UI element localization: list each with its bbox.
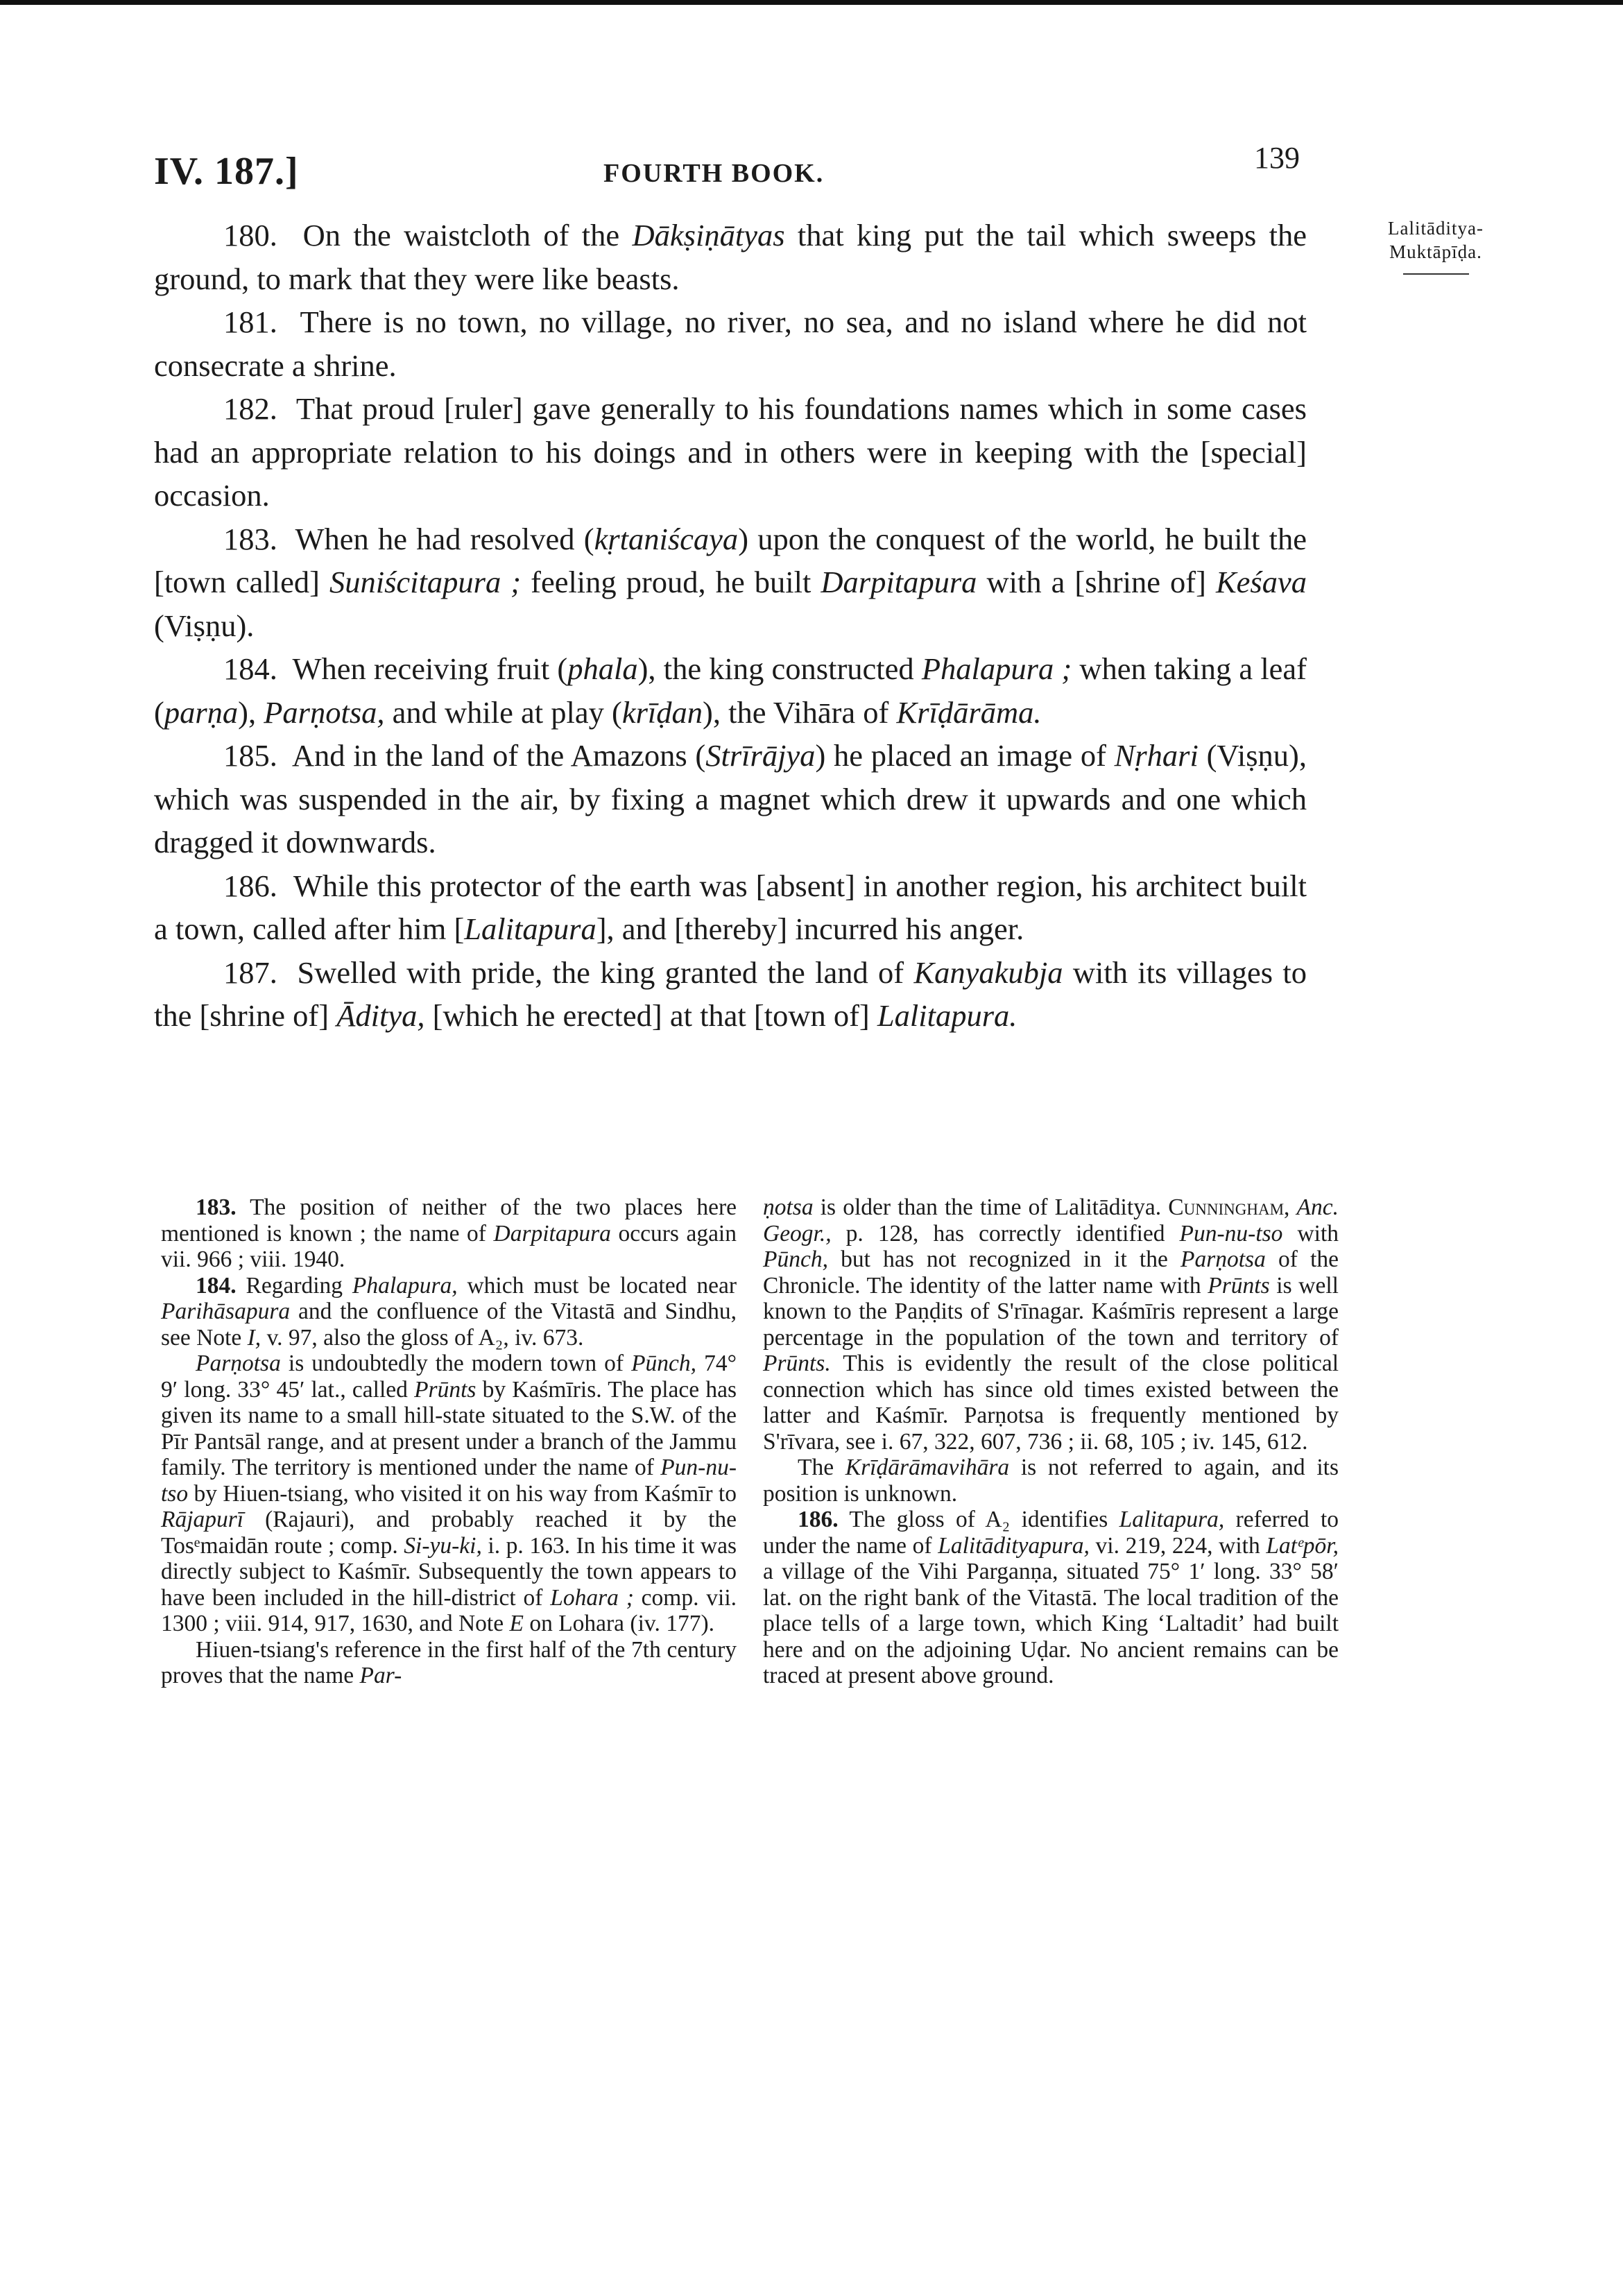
top-edge-bar [0, 0, 1623, 5]
verse-number: 183. [223, 521, 277, 556]
page-number: 139 [1254, 141, 1300, 175]
verse-number: 187. [223, 954, 277, 990]
verse-185: 185. And in the land of the Amazons (Strīrājya) he placed an image of Nṛhari (Viṣṇu), which was suspended in the air, by fixing a magnet which drew it upwards and one which dragged it downwards. [154, 738, 1307, 859]
margin-note-line2: Muktāpīḍa. [1389, 241, 1482, 262]
verse-number: 186. [223, 868, 277, 903]
footnote-parnotsa: Parṇotsa is undoubtedly the modern town of Pūnch, 74° 9′ long. 33° 45′ lat., called Prūnts by Kaśmīris. The place has given its name to a small hill-state situated to the S.W. of the Pīr Pantsāl range, and at present under a branch of the Jammu family. The territory is mentioned under the name of Pun-nu-tso by Hiuen-tsiang, who visited it on his way from Kaśmīr to Rājapurī (Rajauri), and probably reached it by the Tosᵉmaidān route ; comp. Si-yu-ki, i. p. 163. In his time it was directly subject to Kaśmīr. Subsequently the town appears to have been included in the hill-district of Lohara ; comp. vii. 1300 ; viii. 914, 917, 1630, and Note E on Lohara (iv. 177). [161, 1351, 737, 1636]
margin-note-rule [1403, 273, 1469, 275]
footnote-183: 183. The position of neither of the two places here mentioned is known ; the name of Darpitapura occurs again vii. 966 ; viii. 1940. [161, 1194, 737, 1272]
footnote-number: 183. [196, 1194, 237, 1220]
verse-number: 185. [223, 738, 277, 773]
verse-number: 182. [223, 391, 277, 426]
section-reference: IV. 187.] [154, 150, 299, 193]
margin-note-line1: Lalitāditya- [1388, 218, 1484, 239]
footnotes-right-column [763, 1194, 1339, 1689]
footnote-number: 186. [798, 1507, 839, 1532]
verse-187: 187. Swelled with pride, the king granted the land of Kanyakubja with its villages to the [shrine of] Āditya, [which he erected] at that [town of] Lalitapura. [154, 954, 1307, 1033]
verse-181: 181. There is no town, no village, no river, no sea, and no island where he did not consecrate a shrine. [154, 305, 1307, 383]
verse-180: 180. On the waistcloth of the Dākṣiṇātyas that king put the tail which sweeps the ground, to mark that they were like beasts. [154, 218, 1307, 296]
verse-186: 186. While this protector of the earth was [absent] in another region, his architect built a town, called after him [Lalitapura], and [thereby] incurred his anger. [154, 868, 1307, 946]
verse-184: 184. When receiving fruit (phala), the king constructed Phalapura ; when taking a leaf (parṇa), Parṇotsa, and while at play (krīḍan), the Vihāra of Krīḍārāma. [154, 651, 1307, 730]
running-title: FOURTH BOOK. [603, 159, 825, 188]
footnote-186: 186. The gloss of A₂ identifies Lalitapura, referred to under the name of Lalitādityapura, vi. 219, 224, with Latᵉpōr, a village of the Vihi Parganṇa, situated 75° 1′ long. 33° 58′ lat. on the right bank of the Vitastā. The local tradition of the place tells of a large town, which King ‘Laltadit’ had built here and on the adjoining Uḍar. No ancient remains can be traced at present above ground. [763, 1507, 1339, 1688]
footnotes-left-column [161, 1194, 737, 1689]
footnote-184: 184. Regarding Phalapura, which must be located near Parihāsapura and the confluence of the Vitastā and Sindhu, see Note I, v. 97, also the gloss of A₂, iv. 673. [161, 1272, 737, 1351]
footnote-parnotsa-continued: ṇotsa is older than the time of Lalitāditya. Cunningham, Anc. Geogr., p. 128, has correctly identified Pun-nu-tso with Pūnch, but has not recognized in it the Parṇotsa of the Chronicle. The identity of the latter name with Prūnts is well known to the Paṇḍits of S'rīnagar. Kaśmīris represent a large percentage in the population of the town and territory of Prūnts. This is evidently the result of the close political connection which has since old times existed between the latter and Kaśmīr. Parṇotsa is frequently mentioned by S'rīvara, see i. 67, 322, 607, 736 ; ii. 68, 105 ; iv. 145, 612. [763, 1194, 1339, 1455]
footnote-kridaramavihara: The Krīḍārāmavihāra is not referred to again, and its position is unknown. [763, 1455, 1339, 1507]
verse-182: 182. That proud [ruler] gave generally to his foundations names which in some cases had an appropriate relation to his doings and in others were in keeping with the [special] occasion. [154, 391, 1307, 513]
footnote-number: 184. [196, 1272, 237, 1299]
verse-text [154, 214, 1307, 1038]
verse-183: 183. When he had resolved (kṛtaniścaya) upon the conquest of the world, he built the [town called] Suniścitapura ; feeling proud, he built Darpitapura with a [shrine of] Keśava (Viṣṇu). [154, 521, 1307, 643]
verse-number: 180. [223, 218, 277, 252]
verse-number: 184. [223, 651, 277, 686]
footnote-hiuen-tsiang: Hiuen-tsiang's reference in the first half of the 7th century proves that the name Par- [161, 1636, 737, 1688]
verse-number: 181. [223, 305, 277, 339]
margin-note [1356, 216, 1515, 275]
